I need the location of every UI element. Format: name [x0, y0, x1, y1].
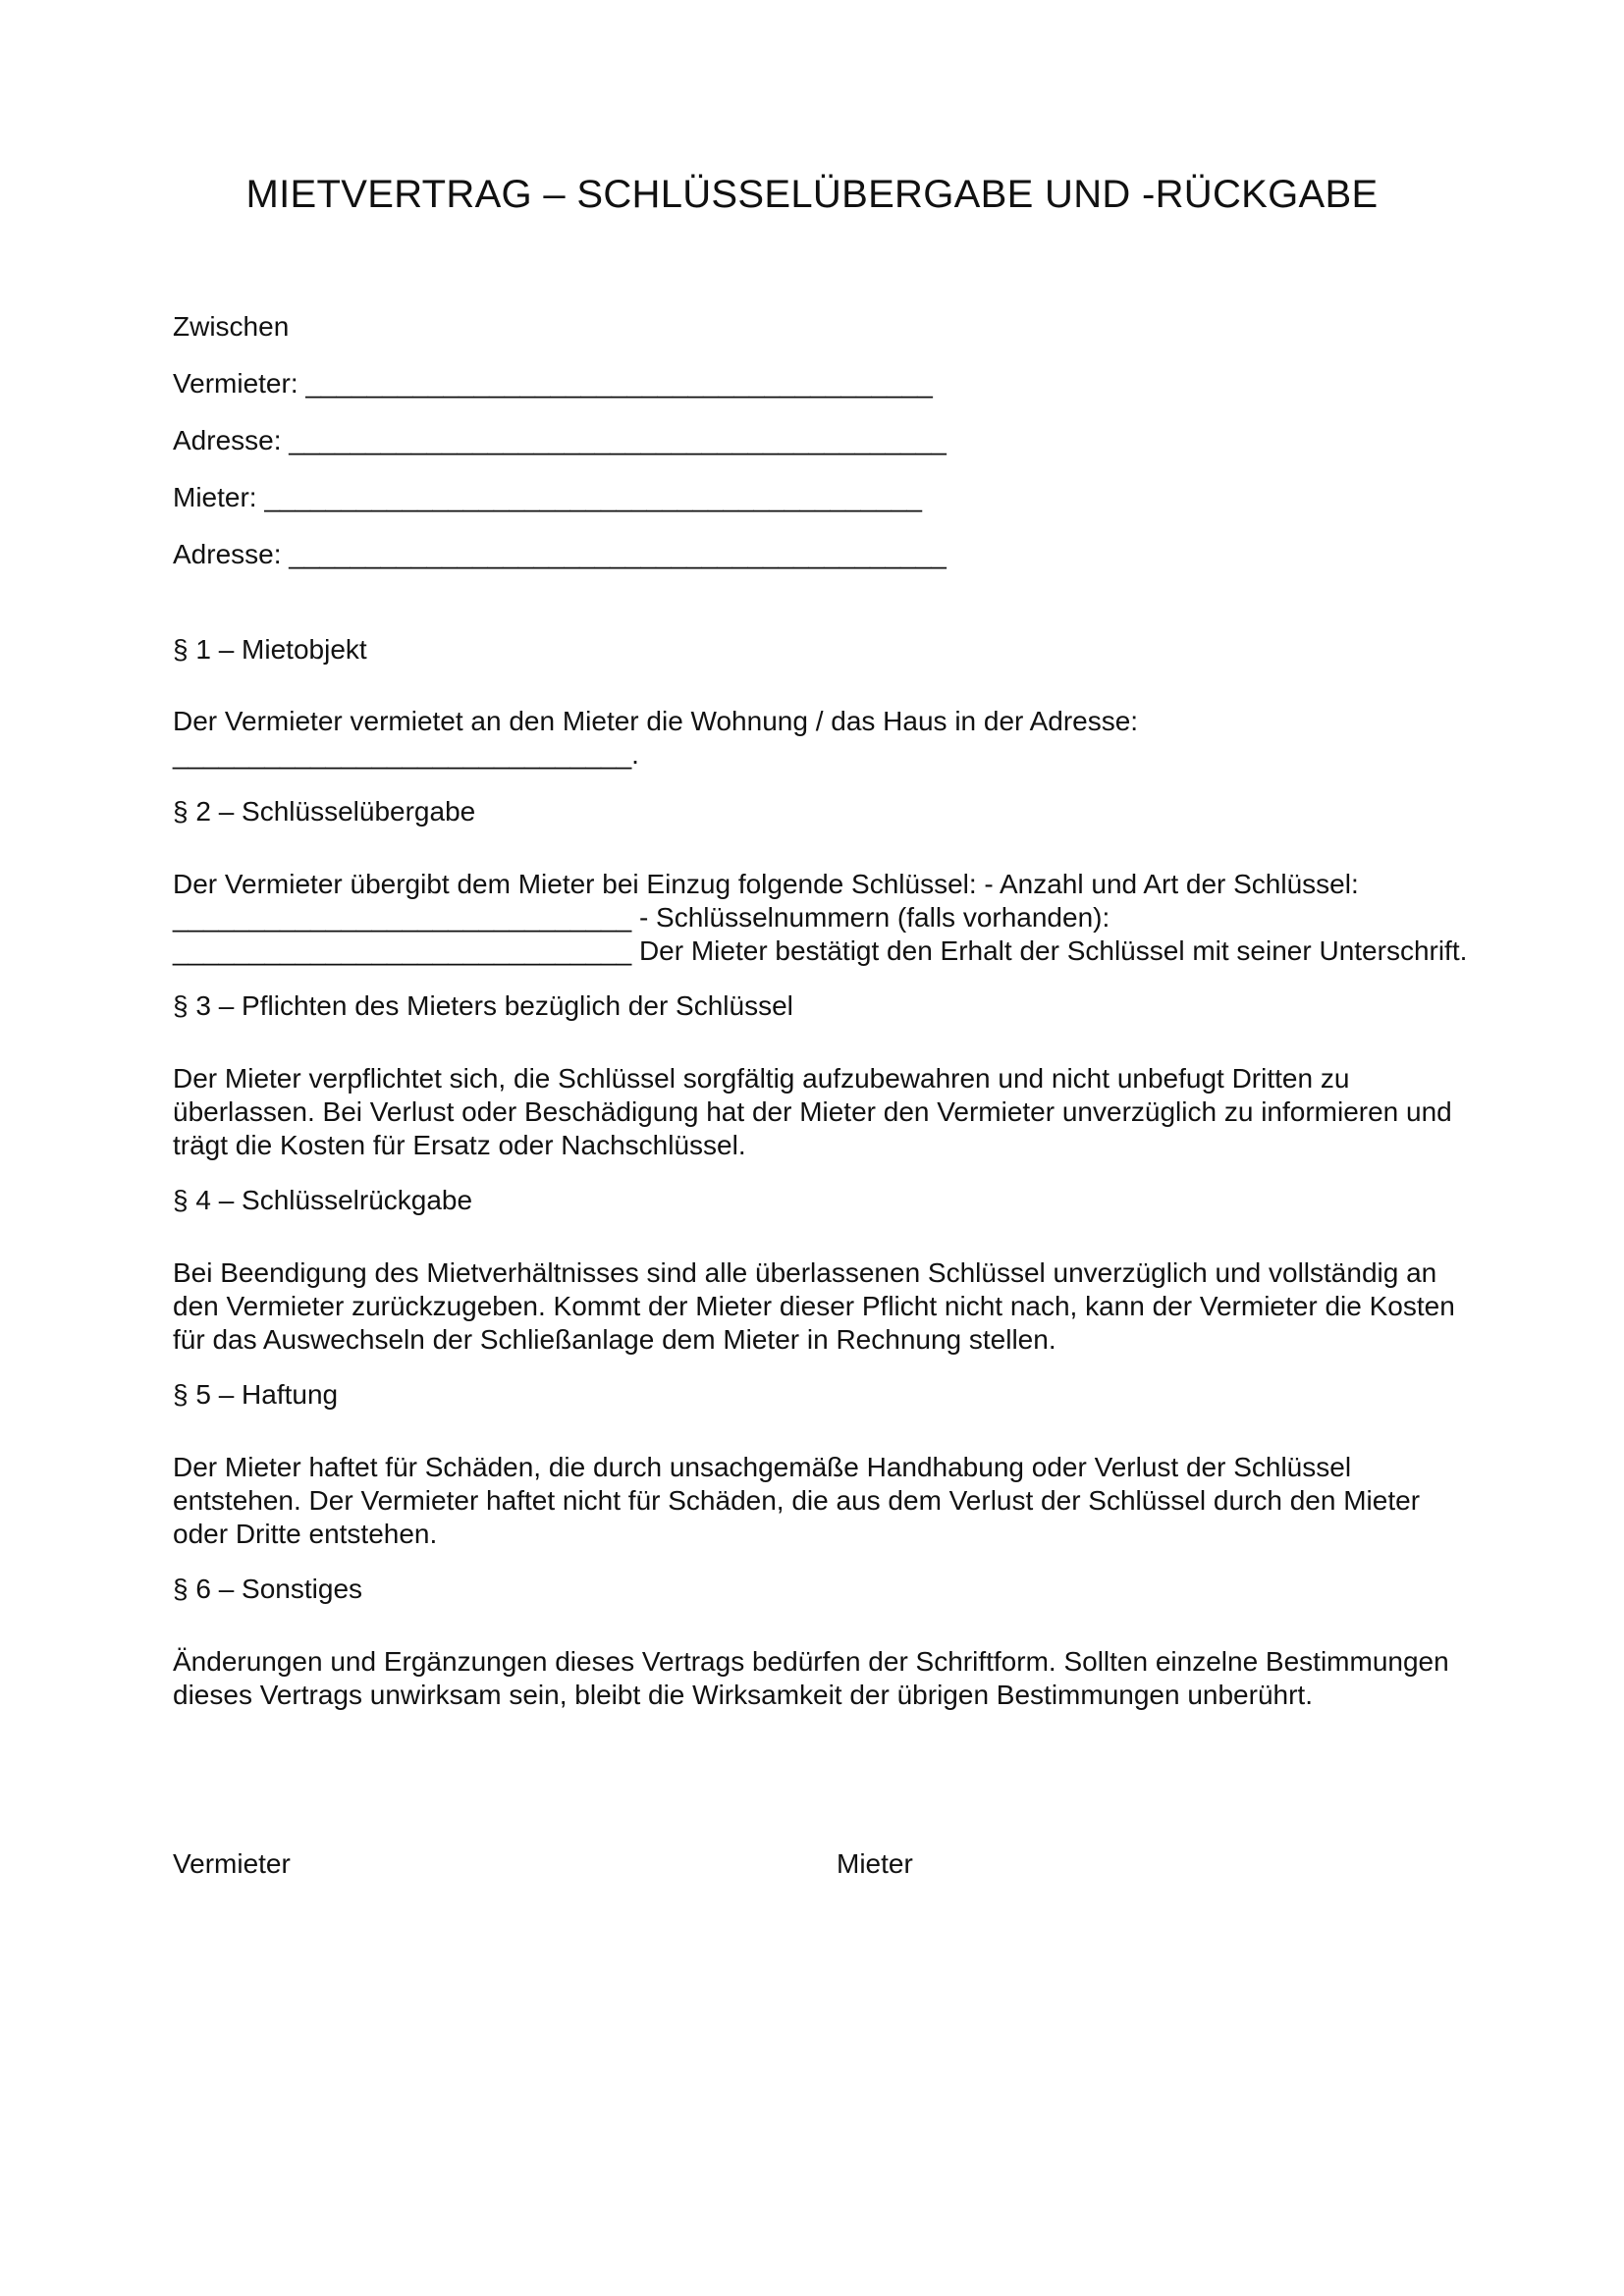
section-3-body [173, 1062, 1489, 1162]
section-4-line: den Vermieter zurückzugeben. Kommt der Mieter dieser Pflicht nicht nach, kann der Vermieter die Kosten [173, 1291, 1455, 1321]
section-3-heading: § 3 – Pflichten des Mieters bezüglich der Schlüssel [173, 990, 793, 1021]
section-4-line: Bei Beendigung des Mietverhältnisses sind alle überlassenen Schlüssel unverzüglich und vollständig an [173, 1257, 1437, 1288]
section-4-body [173, 1256, 1489, 1357]
section-1-heading: § 1 – Mietobjekt [173, 634, 367, 665]
section-6-heading: § 6 – Sonstiges [173, 1574, 363, 1604]
section-6-line: Änderungen und Ergänzungen dieses Vertrags bedürfen der Schriftform. Sollten einzelne Bestimmungen [173, 1646, 1449, 1677]
section-5-line: oder Dritte entstehen. [173, 1519, 438, 1549]
tenant-name-field: Mieter: ___________________________________________ [173, 482, 922, 512]
signature-label-landlord: Vermieter [173, 1848, 291, 1879]
document-title: MIETVERTRAG – SCHLÜSSELÜBERGABE UND -RÜCKGABE [245, 173, 1379, 216]
section-1-line: ______________________________. [173, 739, 639, 770]
section-6-body [173, 1645, 1489, 1712]
section-2-line: ______________________________ Der Mieter bestätigt den Erhalt der Schlüssel mit seiner Unterschrift. [173, 935, 1468, 966]
section-3-line: Der Mieter verpflichtet sich, die Schlüssel sorgfältig aufzubewahren und nicht unbefugt Dritten zu [173, 1063, 1350, 1094]
section-5-line: entstehen. Der Vermieter haftet nicht für Schäden, die aus dem Verlust der Schlüssel durch den Mieter [173, 1485, 1421, 1516]
section-2-heading: § 2 – Schlüsselübergabe [173, 796, 476, 827]
section-5-body [173, 1451, 1489, 1551]
section-2-body [173, 868, 1489, 968]
section-5-line: Der Mieter haftet für Schäden, die durch unsachgemäße Handhabung oder Verlust der Schlüssel [173, 1452, 1352, 1482]
tenant-address-field: Adresse: ___________________________________________ [173, 539, 947, 569]
section-1-body [173, 705, 1489, 772]
section-4-heading: § 4 – Schlüsselrückgabe [173, 1185, 473, 1215]
section-5-heading: § 5 – Haftung [173, 1379, 339, 1410]
section-4-line: für das Auswechseln der Schließanlage dem Mieter in Rechnung stellen. [173, 1324, 1056, 1355]
landlord-name-field: Vermieter: _________________________________________ [173, 368, 933, 399]
landlord-address-field: Adresse: ___________________________________________ [173, 425, 947, 455]
section-2-line: ______________________________ - Schlüsselnummern (falls vorhanden): [173, 902, 1110, 933]
section-3-line: überlassen. Bei Verlust oder Beschädigung hat der Mieter den Vermieter unverzüglich zu informieren und [173, 1096, 1452, 1127]
section-2-line: Der Vermieter übergibt dem Mieter bei Einzug folgende Schlüssel: - Anzahl und Art der Schlüssel: [173, 869, 1359, 899]
section-6-line: dieses Vertrags unwirksam sein, bleibt die Wirksamkeit der übrigen Bestimmungen unberührt. [173, 1680, 1313, 1710]
section-3-line: trägt die Kosten für Ersatz oder Nachschlüssel. [173, 1130, 746, 1160]
parties-intro: Zwischen [173, 311, 290, 342]
section-1-line: Der Vermieter vermietet an den Mieter die Wohnung / das Haus in der Adresse: [173, 706, 1139, 736]
signature-label-tenant: Mieter [837, 1848, 913, 1879]
